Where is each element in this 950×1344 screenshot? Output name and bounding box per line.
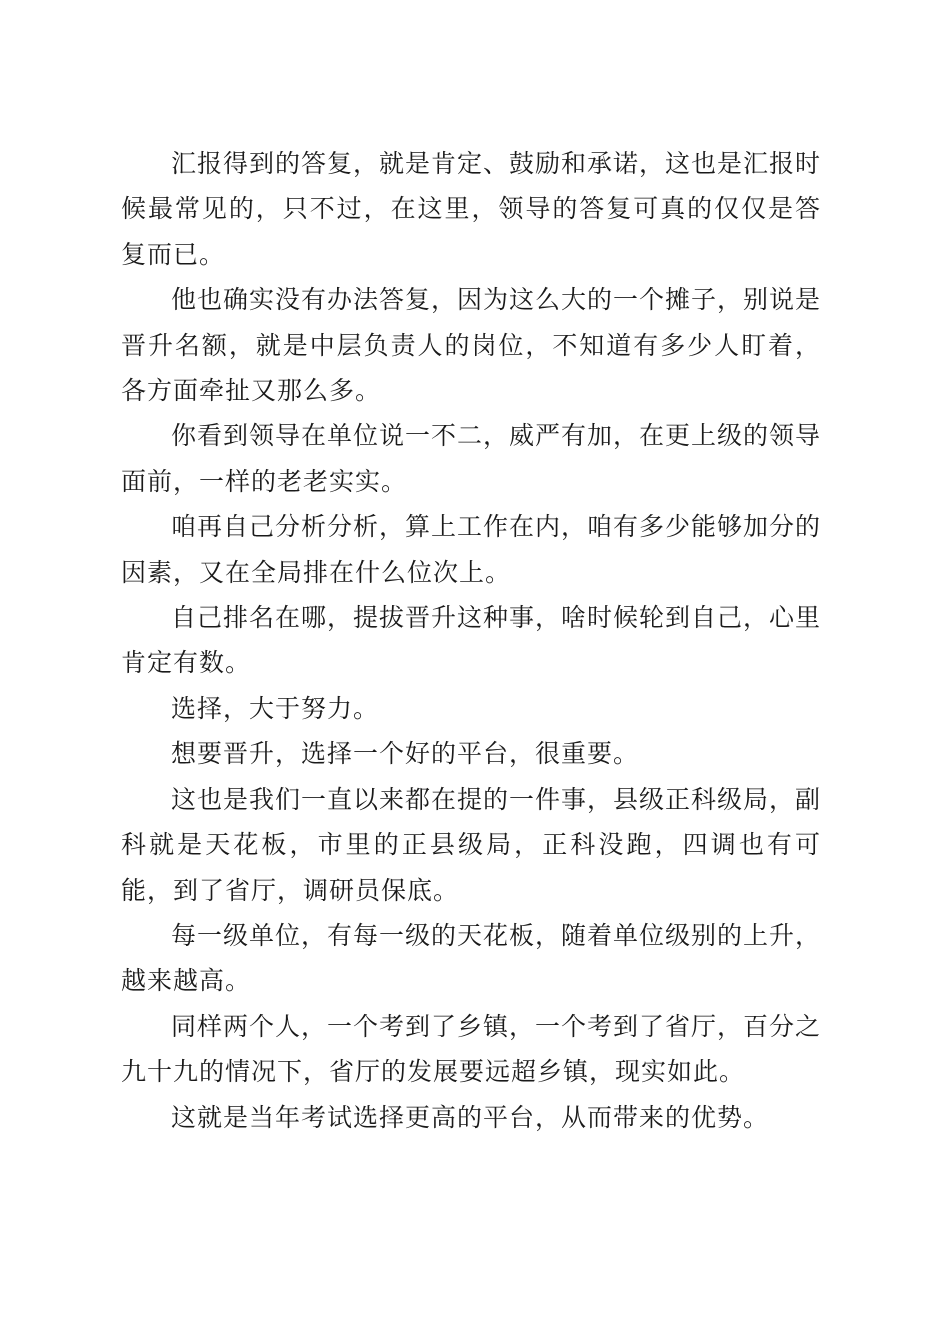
paragraph-2: 他也确实没有办法答复，因为这么大的一个摊子，别说是晋升名额，就是中层负责人的岗位，不知道有多少人盯着，各方面牵扯又那么多。 (121, 285, 822, 406)
document-body (121, 141, 821, 1140)
paragraph-10: 同样两个人，一个考到了乡镇，一个考到了省厅，百分之九十九的情况下，省厅的发展要远超乡镇，现实如此。 (121, 1011, 822, 1087)
paragraph-9: 每一级单位，有每一级的天花板，随着单位级别的上升，越来越高。 (121, 920, 822, 996)
paragraph-8: 这也是我们一直以来都在提的一件事，县级正科级局，副科就是天花板，市里的正县级局，正科没跑，四调也有可能，到了省厅，调研员保底。 (121, 784, 822, 905)
paragraph-3: 你看到领导在单位说一不二，威严有加，在更上级的领导面前，一样的老老实实。 (121, 421, 822, 496)
paragraph-11: 这就是当年考试选择更高的平台，从而带来的优势。 (171, 1102, 770, 1132)
paragraph-1: 汇报得到的答复，就是肯定、鼓励和承诺，这也是汇报时候最常见的，只不过，在这里，领导的答复可真的仅仅是答复而已。 (121, 149, 822, 269)
paragraph-4: 咱再自己分析分析，算上工作在内，咱有多少能够加分的因素，又在全局排在什么位次上。 (121, 512, 822, 587)
paragraph-7: 想要晋升，选择一个好的平台，很重要。 (171, 739, 640, 769)
paragraph-5: 自己排名在哪，提拔晋升这种事，啥时候轮到自己，心里肯定有数。 (121, 603, 822, 678)
paragraph-6: 选择，大于努力。 (171, 693, 380, 723)
